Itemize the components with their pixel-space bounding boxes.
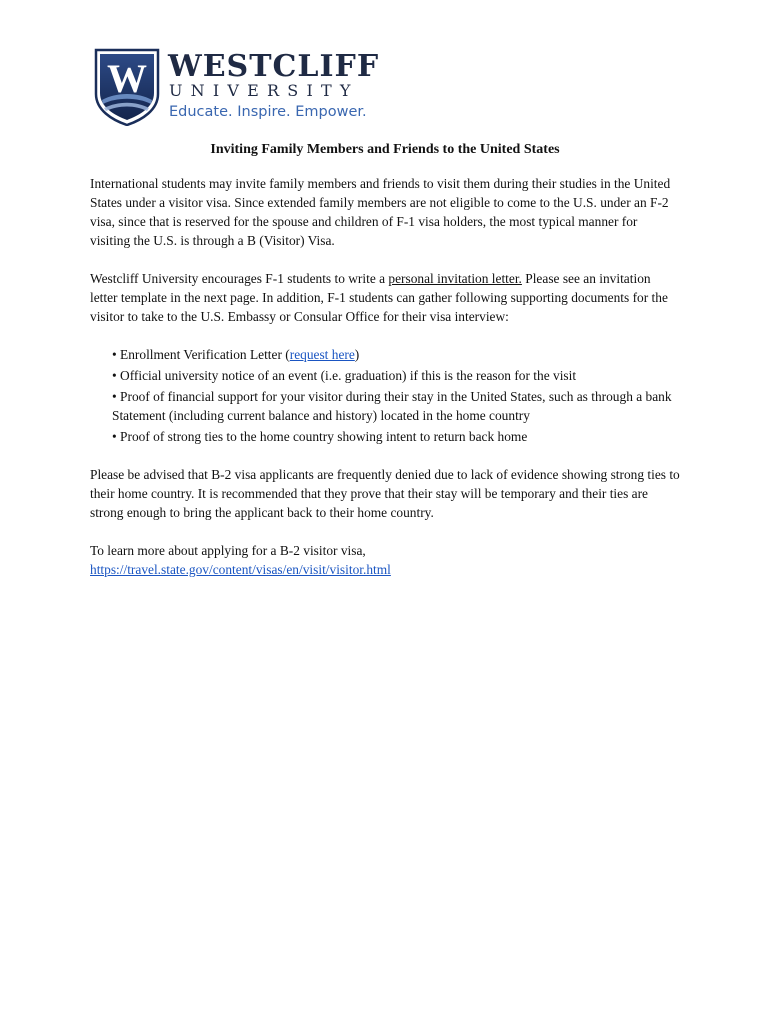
intro-paragraph: International students may invite family members and friends to visit them during their studies in the United States under a visitor visa. Since extended family members are not eligible to come to the U.S. under an F-2 visa, since that is reserved for the spouse and children of F-1 visa holders, the most typical manner for visiting the U.S. is through a B (Visitor) Visa. bbox=[90, 176, 671, 248]
visitor-visa-link[interactable]: https://travel.state.gov/content/visas/en/visit/visitor.html bbox=[90, 562, 391, 577]
list-item-text: ) bbox=[354, 347, 360, 362]
encourage-paragraph bbox=[90, 269, 680, 326]
document-body bbox=[90, 140, 680, 598]
list-item: • Proof of financial support for your visitor during their stay in the United States, such as through a bank Statement (including current balance and history) located in the home country bbox=[112, 387, 680, 425]
logo-name: WESTCLIFF bbox=[168, 49, 380, 84]
invitation-letter-text: personal invitation letter. bbox=[388, 271, 522, 286]
learn-more-paragraph bbox=[90, 541, 680, 579]
logo-subname: UNIVERSITY bbox=[169, 81, 359, 100]
list-item: • Proof of strong ties to the home country showing intent to return back home bbox=[112, 427, 680, 446]
shield-letter: W bbox=[107, 56, 147, 101]
westcliff-shield-icon bbox=[94, 48, 160, 126]
logo-tagline: Educate. Inspire. Empower. bbox=[169, 104, 367, 120]
learn-more-text: To learn more about applying for a B-2 visitor visa, bbox=[90, 543, 366, 558]
supporting-documents-list bbox=[90, 345, 680, 446]
encourage-text-before: Westcliff University encourages F-1 students to write a bbox=[90, 271, 389, 286]
westcliff-logo bbox=[94, 48, 394, 128]
request-here-link[interactable]: request here bbox=[289, 347, 355, 362]
list-item-text: Enrollment Verification Letter ( bbox=[120, 347, 290, 362]
list-item: • Official university notice of an event (i.e. graduation) if this is the reason for the visit bbox=[112, 366, 680, 385]
list-item bbox=[112, 345, 680, 364]
advice-paragraph: Please be advised that B-2 visa applicants are frequently denied due to lack of evidence showing strong ties to their home country. It is recommended that they prove that their stay will be temporary and their ties are strong enough to bring the applicant back to their home country. bbox=[90, 467, 680, 520]
page-title: Inviting Family Members and Friends to the United States bbox=[210, 142, 560, 157]
encourage-text-after: Please see an invitation letter template in the next page. In addition, F-1 students can gather following supporting documents for the visitor to take to the U.S. Embassy or Consular Office for their visa interview: bbox=[90, 271, 668, 324]
